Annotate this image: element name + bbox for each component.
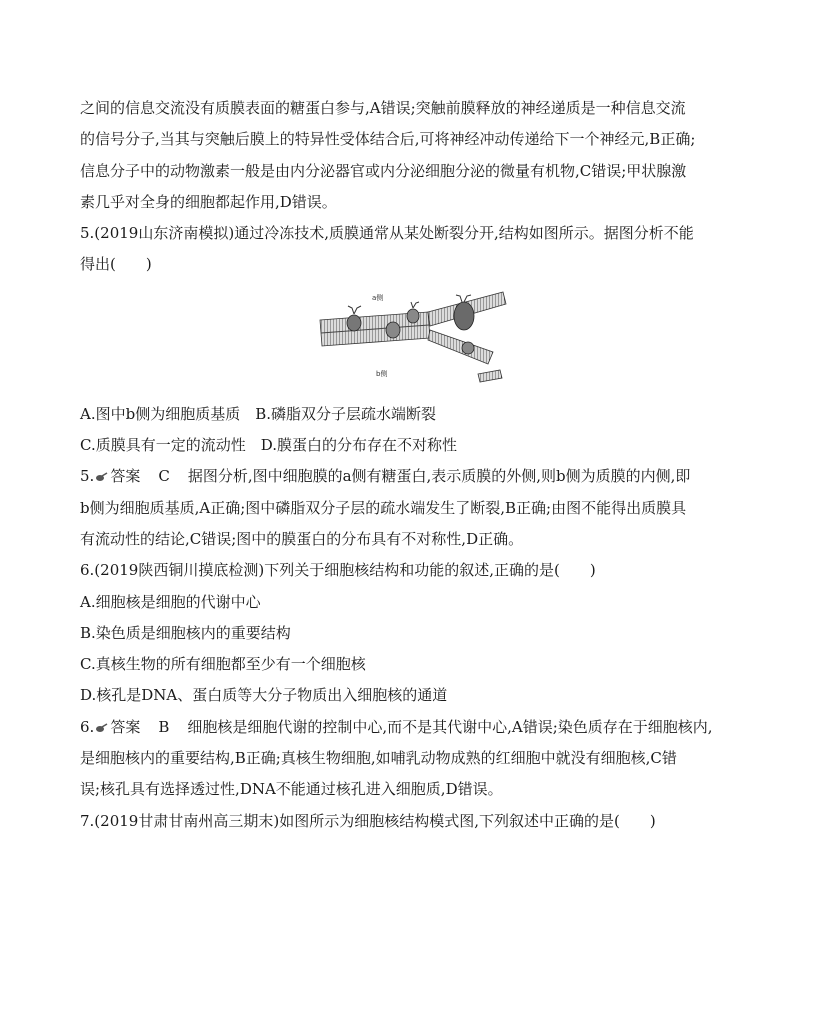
answer-text: 据图分析,图中细胞膜的a侧有糖蛋白,表示质膜的外侧,则b侧为质膜的内侧,即: [187, 467, 691, 486]
answer-6-text: 误;核孔具有选择透过性,DNA不能通过核孔进入细胞质,D错误。: [80, 780, 503, 799]
text-line: 之间的信息交流没有质膜表面的糖蛋白参与,A错误;突触前膜释放的神经递质是一种信息交流: [80, 99, 686, 117]
text-line: 信息分子中的动物激素一般是由内分泌器官或内分泌细胞分泌的微量有机物,C错误;甲状腺激: [80, 161, 687, 180]
answer-6-text: 是细胞核内的重要结构,B正确;真核生物细胞,如哺乳动物成熟的红细胞中就没有细胞核,C错: [80, 749, 677, 768]
answer-number: 6.: [80, 717, 95, 736]
answer-label: 答案: [110, 717, 141, 736]
question-5-stem: 5.(2019山东济南模拟)通过冷冻技术,质膜通常从某处断裂分开,结构如图所示。据图分析不能: [80, 224, 694, 243]
answer-number: 5.: [80, 467, 95, 486]
membrane-figure: [80, 290, 760, 402]
answer-text: 细胞核是细胞代谢的控制中心,而不是其代谢中心,A错误;染色质存在于细胞核内,: [187, 717, 713, 736]
answer-letter: B: [158, 717, 170, 736]
document-page: [80, 98, 760, 842]
answer-label: 答案: [110, 467, 141, 486]
question-5-stem-cont: 得出( ): [80, 255, 152, 274]
label-b-side: b侧: [376, 369, 388, 378]
question-5-option-cd: C.质膜具有一定的流动性 D.膜蛋白的分布存在不对称性: [80, 436, 457, 455]
question-7-stem: 7.(2019甘肃甘南州高三期末)如图所示为细胞核结构模式图,下列叙述中正确的是( ): [80, 811, 656, 830]
answer-pen-icon: [94, 723, 108, 733]
label-a-side: a侧: [372, 293, 384, 302]
answer-6-line: [80, 717, 760, 748]
question-5-option-ab: A.图中b侧为细胞质基质 B.磷脂双分子层疏水端断裂: [80, 404, 436, 423]
text-line: 的信号分子,当其与突触后膜上的特异性受体结合后,可将神经冲动传递给下一个神经元,B正确;: [80, 130, 696, 149]
answer-pen-icon: [94, 472, 108, 482]
question-6-option-b: B.染色质是细胞核内的重要结构: [80, 623, 291, 642]
freeze-fracture-membrane-diagram: [318, 290, 508, 400]
answer-letter: C: [158, 467, 170, 486]
question-6-stem: 6.(2019陕西铜川摸底检测)下列关于细胞核结构和功能的叙述,正确的是( ): [80, 561, 596, 580]
answer-5-line: [80, 466, 760, 497]
text-line: 素几乎对全身的细胞都起作用,D错误。: [80, 192, 337, 211]
question-6-option-c: C.真核生物的所有细胞都至少有一个细胞核: [80, 655, 366, 674]
question-6-option-a: A.细胞核是细胞的代谢中心: [80, 592, 261, 611]
answer-5-text: b侧为细胞质基质,A正确;图中磷脂双分子层的疏水端发生了断裂,B正确;由图不能得出质膜具: [80, 498, 687, 517]
answer-5-text: 有流动性的结论,C错误;图中的膜蛋白的分布具有不对称性,D正确。: [80, 529, 524, 548]
question-6-option-d: D.核孔是DNA、蛋白质等大分子物质出入细胞核的通道: [80, 686, 448, 705]
